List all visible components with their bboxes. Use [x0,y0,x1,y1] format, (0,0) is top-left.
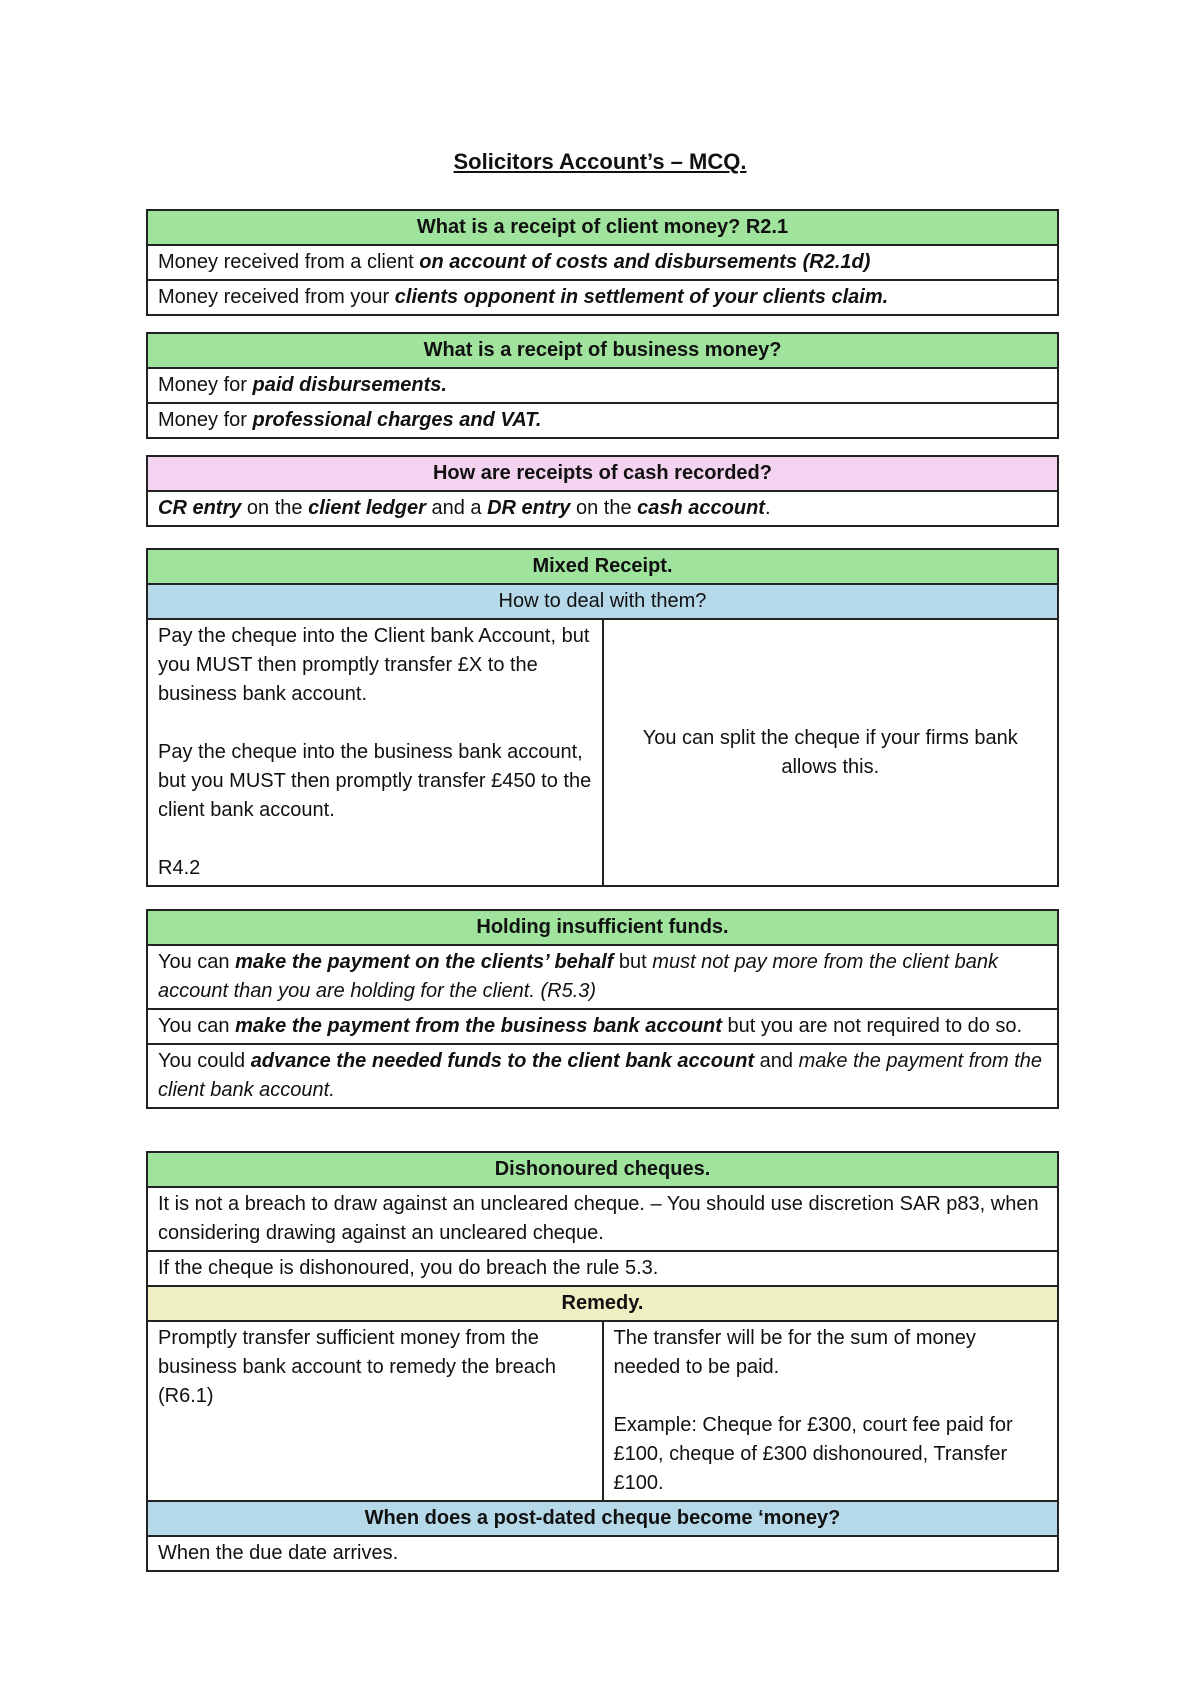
mixed-receipt-right-cell [603,619,1059,886]
client-money-header: What is a receipt of client money? R2.1 [147,210,1058,245]
row-text: Money received from a client [158,251,420,273]
row-text: on the [570,497,638,519]
client-money-row [147,280,1058,315]
cash-receipts-row [147,491,1058,526]
row-text: but you are not required to do so. [721,1015,1023,1037]
mixed-receipt-table [146,548,1059,887]
business-money-row [147,368,1058,403]
insufficient-funds-header: Holding insufficient funds. [147,910,1058,945]
dishonoured-header: Dishonoured cheques. [147,1152,1058,1187]
row-emphasis: advance the needed funds to the client bank account [250,1050,755,1072]
dishonoured-cheques-table [146,1151,1059,1572]
row-text: and [754,1050,799,1072]
remedy-right-cell [603,1321,1059,1501]
mixed-receipt-header: Mixed Receipt. [147,549,1058,584]
cash-account: cash account [637,497,765,519]
row-emphasis: make the payment on the clients’ behalf [235,951,614,973]
insufficient-funds-row [147,945,1058,1009]
row-emphasis: clients opponent in settlement of your clients claim. [394,286,889,308]
remedy-left-cell: Promptly transfer sufficient money from the business bank account to remedy the breach (R6.1) [147,1321,603,1501]
remedy-example: Example: Cheque for £300, court fee paid for £100, cheque of £300 dishonoured, Transfer £100. [613,1414,1013,1494]
mixed-option-client: Pay the cheque into the Client bank Account, but you MUST then promptly transfer £X to the business bank account. [158,625,590,705]
remedy-transfer-note: The transfer will be for the sum of money needed to be paid. [613,1327,976,1378]
row-emphasis: make the payment from the business bank account [235,1015,722,1037]
row-italic: must not pay more from the client bank account than you are holding for the client. (R5.3) [158,951,998,1002]
row-emphasis: professional charges and VAT. [252,409,542,431]
business-money-table [146,332,1059,439]
business-money-header: What is a receipt of business money? [147,333,1058,368]
row-text: Money for [158,374,253,396]
row-text: and a [425,497,488,519]
mixed-option-split: You can split the cheque if your firms bank allows this. [642,726,1018,778]
row-text: . [764,497,771,519]
mixed-rule-ref: R4.2 [158,857,201,879]
insufficient-funds-row [147,1009,1058,1044]
row-text: You can [158,951,236,973]
mixed-receipt-left-cell [147,619,603,886]
row-italic: make the payment from the client bank account. [158,1050,1043,1101]
row-text: You can [158,1015,236,1037]
row-text: on the [241,497,309,519]
row-text: but [613,951,653,973]
client-money-table [146,209,1059,316]
row-emphasis: on account of costs and disbursements (R2.1d) [419,251,871,273]
row-text: Money for [158,409,253,431]
dishonoured-row: If the cheque is dishonoured, you do breach the rule 5.3. [147,1251,1058,1286]
cr-entry: CR entry [158,497,242,519]
dishonoured-row: It is not a breach to draw against an uncleared cheque. – You should use discretion SAR p83, when considering drawing against an uncleared cheque. [147,1187,1058,1251]
cash-receipts-table [146,455,1059,527]
insufficient-funds-row [147,1044,1058,1108]
cash-receipts-header: How are receipts of cash recorded? [147,456,1058,491]
mixed-receipt-subheader: How to deal with them? [147,584,1058,619]
remedy-header: Remedy. [147,1286,1058,1321]
mixed-option-business: Pay the cheque into the business bank account, but you MUST then promptly transfer £450 to the client bank account. [158,741,592,821]
business-money-row [147,403,1058,438]
client-ledger: client ledger [308,497,426,519]
page-title: Solicitors Account’s – MCQ. [453,149,747,174]
row-text: You could [158,1050,251,1072]
dr-entry: DR entry [487,497,571,519]
row-text: Money received from your [158,286,395,308]
postdated-header: When does a post-dated cheque become ‘money? [147,1501,1058,1536]
insufficient-funds-table [146,909,1059,1109]
row-emphasis: paid disbursements. [252,374,447,396]
postdated-answer: When the due date arrives. [147,1536,1058,1571]
client-money-row [147,245,1058,280]
